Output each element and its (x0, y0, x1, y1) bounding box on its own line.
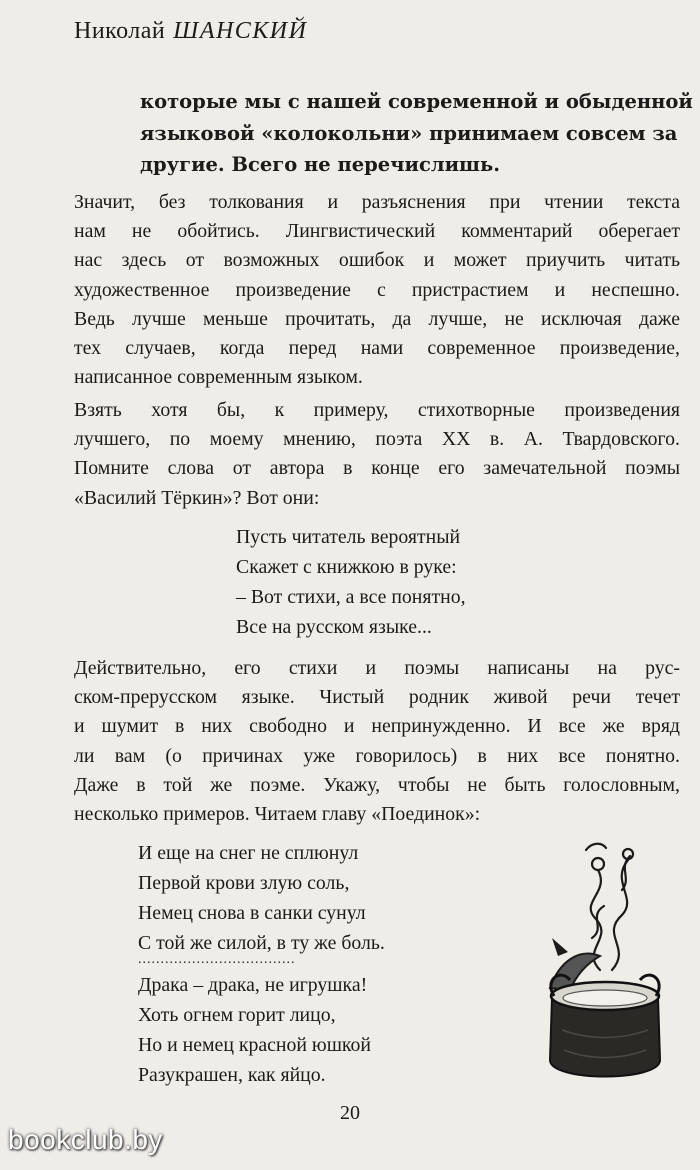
verse-line: – Вот стихи, а все понятно, (236, 586, 466, 608)
verse-line: С той же силой, в ту же боль. (138, 932, 385, 954)
steaming-pot-icon (540, 820, 670, 1080)
text-line: нас здесь от возможных ошибок и может приучить читать (74, 249, 680, 272)
text-line: другие. Всего не перечислишь. (140, 153, 501, 176)
text-line: написанное современным языком. (74, 366, 363, 389)
site-watermark: bookclub.by (8, 1124, 163, 1155)
verse-line: Разукрашен, как яйцо. (138, 1064, 326, 1086)
text-line: тех случаев, когда перед нами современное произведение, (74, 337, 680, 360)
text-line: Значит, без толкования и разъяснения при чтении текста (74, 191, 680, 213)
verse-line: Первой крови злую соль, (138, 872, 350, 894)
text-line: художественное произведение с пристрастием и неспешно. (74, 278, 680, 301)
running-header (74, 18, 307, 45)
text-line: Взять хотя бы, к примеру, стихотворные произведения (74, 399, 680, 421)
verse-line: Но и немец красной юшкой (138, 1034, 372, 1056)
page-number: 20 (340, 1102, 360, 1124)
verse-line: Пусть читатель вероятный (236, 526, 461, 548)
text-line: нам не обойтись. Лингвистический комментарий оберегает (74, 220, 680, 243)
author-first-name: Николай (74, 18, 166, 44)
text-line: ском-прерусском языке. Чистый родник живой речи течет (74, 686, 680, 709)
verse-3 (138, 970, 371, 1090)
verse-line: Драка – драка, не игрушка! (138, 974, 368, 996)
verse-line: Скажет с книжкою в руке: (236, 556, 457, 578)
verse-2 (138, 838, 385, 958)
text-line: и шумит в них свободно и непринужденно. И все же вряд (74, 715, 680, 738)
verse-1 (236, 522, 466, 642)
text-line: несколько примеров. Читаем главу «Поединок»: (74, 803, 481, 826)
text-line: Помните слова от автора в конце его замечательной поэмы (74, 457, 680, 480)
verse-line: Немец снова в санки сунул (138, 902, 366, 924)
verse-line: И еще на снег не сплюнул (138, 842, 359, 864)
text-line: Действительно, его стихи и поэмы написаны на рус- (74, 657, 680, 679)
text-line: которые мы с нашей современной и обыденной (140, 90, 693, 113)
text-line: Даже в той же поэме. Укажу, чтобы не быть голословным, (74, 773, 680, 796)
verse-line: Все на русском языке... (236, 616, 432, 638)
paragraph-1 (74, 188, 680, 392)
verse-line: Хоть огнем горит лицо, (138, 1004, 336, 1026)
paragraph-2 (74, 396, 680, 513)
bold-intro (140, 86, 693, 181)
paragraph-3 (74, 654, 680, 829)
verse-separator: ................................... (138, 952, 296, 967)
author-last-name: ШАНСКИЙ (173, 18, 308, 44)
text-line: лучшего, по моему мнению, поэта XX в. А. Твардовского. (74, 428, 680, 451)
text-line: «Василий Тёркин»? Вот они: (74, 486, 320, 509)
text-line: языковой «колокольни» принимаем совсем за (140, 121, 678, 145)
text-line: Ведь лучше меньше прочитать, да лучше, не исключая даже (74, 307, 680, 330)
text-line: ли вам (о причинах уже говорилось) в них все понятно. (74, 744, 680, 767)
